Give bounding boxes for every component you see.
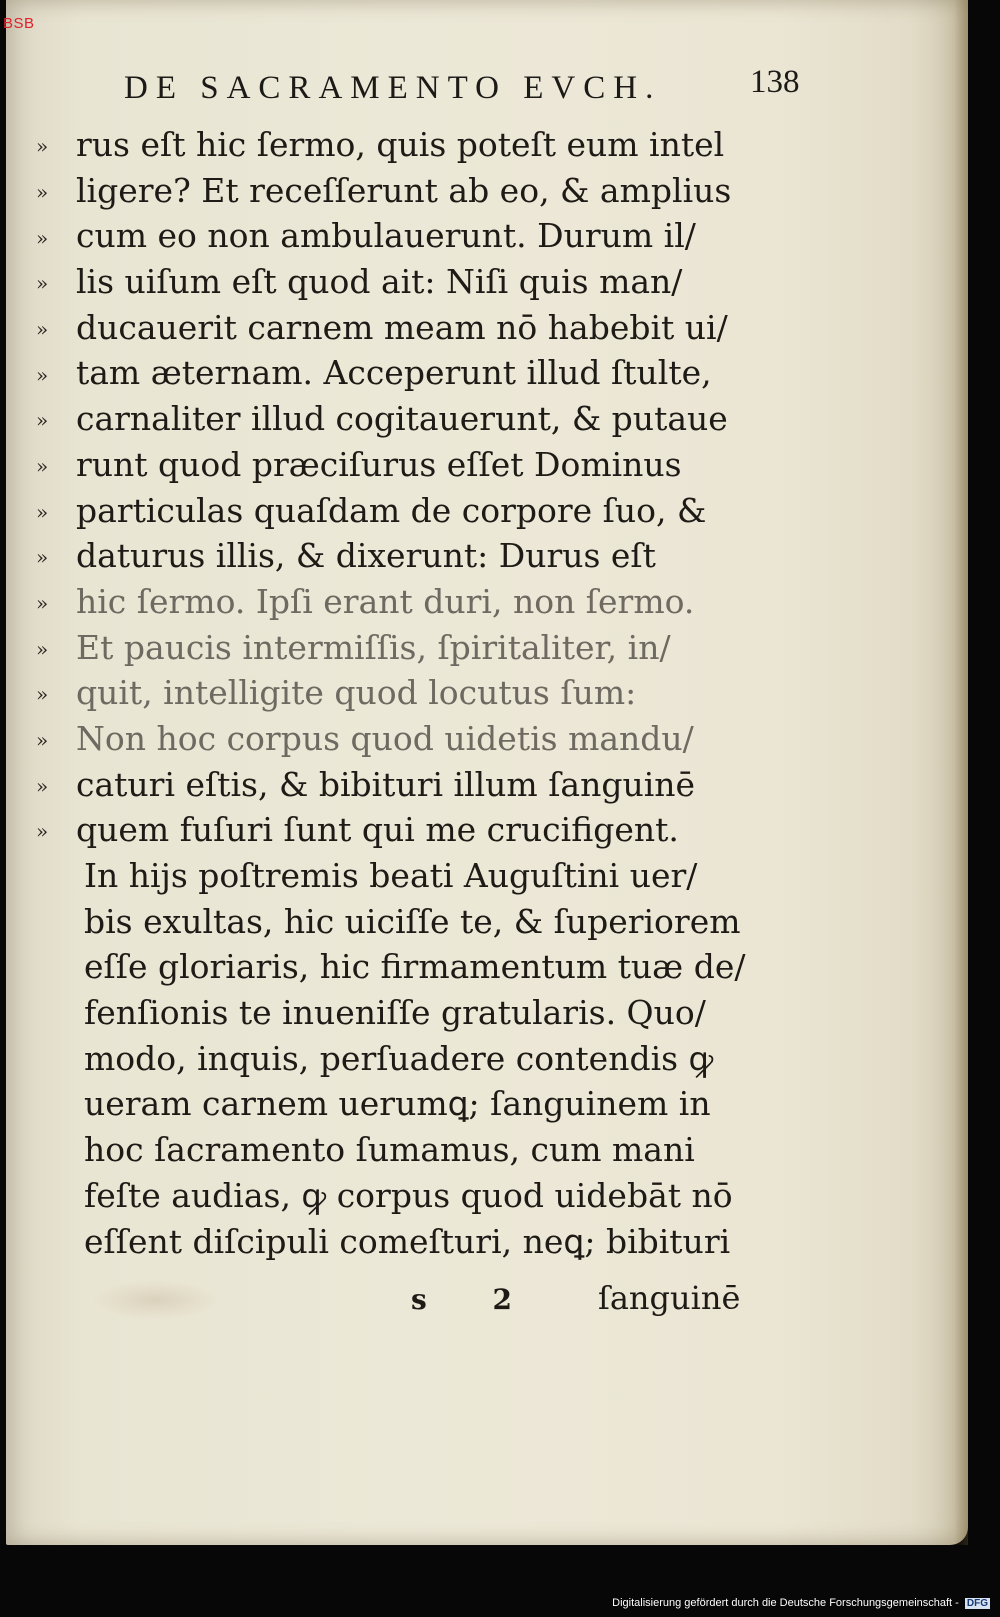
text-line-content: bis exultas, hic uiciſſe te, & ſuperiorem [84, 901, 741, 941]
dfg-logo: DFG [966, 1598, 988, 1609]
quotation-marker: » [36, 134, 49, 159]
text-line-content: eſſe gloriaris, hic firmamentum tuæ de/ [84, 947, 746, 987]
text-line [36, 716, 776, 762]
book-page [6, 0, 968, 1545]
text-line [36, 259, 776, 305]
quotation-marker: » [36, 591, 49, 616]
quotation-marker: » [36, 179, 49, 204]
quotation-marker: » [36, 728, 49, 753]
text-line-content: fenſionis te inueniſſe gratularis. Quo/ [84, 993, 706, 1033]
running-header: DE SACRAMENTO EVCH. [124, 70, 662, 106]
quotation-marker: » [36, 682, 49, 707]
text-line-content: lis uiſum eſt quod ait: Niſi quis man/ [76, 262, 683, 302]
quotation-marker: » [36, 408, 49, 433]
text-line [36, 670, 776, 716]
text-line-content: ueram carnem uerumꝗ; ſanguinem in [84, 1084, 711, 1124]
text-line [36, 350, 776, 396]
text-line [36, 944, 776, 990]
text-line-content: ducauerit carnem meam nō habebit ui/ [76, 307, 728, 347]
quotation-marker: » [36, 362, 49, 387]
text-line [36, 122, 776, 168]
text-line [36, 990, 776, 1036]
text-line [36, 305, 776, 351]
text-line [36, 442, 776, 488]
text-line [36, 1219, 776, 1265]
digitization-credit [612, 1597, 990, 1609]
text-line [36, 853, 776, 899]
signature-mark: s 2 [411, 1283, 540, 1316]
text-line-content: modo, inquis, perſuadere contendis ꝙ [84, 1038, 714, 1078]
quotation-marker: » [36, 773, 49, 798]
page-footer [6, 1279, 806, 1331]
text-line [36, 1036, 776, 1082]
quotation-marker: » [36, 819, 49, 844]
text-line-content: hoc ſacramento ſumamus, cum mani [84, 1130, 695, 1170]
text-line [36, 396, 776, 442]
catchword: ſanguinē [598, 1279, 741, 1317]
text-line-content: Et paucis intermiſſis, ſpiritaliter, in/ [76, 627, 671, 667]
text-line-content: quem fuſuri ſunt qui me crucifigent. [76, 810, 679, 850]
text-line [36, 579, 776, 625]
text-line [36, 807, 776, 853]
text-line [36, 213, 776, 259]
text-line [36, 625, 776, 671]
quotation-marker: » [36, 225, 49, 250]
credit-text: Digitalisierung gefördert durch die Deutsche Forschungsgemeinschaft - [612, 1597, 959, 1609]
text-line [36, 1173, 776, 1219]
text-line-content: ligere? Et receſſerunt ab eo, & amplius [76, 170, 732, 210]
text-line-content: tam æternam. Acceperunt illud ſtulte, [76, 353, 712, 393]
text-line-content: feſte audias, ꝙ corpus quod uidebāt nō [84, 1175, 733, 1215]
text-line [36, 1127, 776, 1173]
text-line [36, 899, 776, 945]
text-line-content: quit, intelligite quod locutus ſum: [76, 673, 637, 713]
text-line-content: hic ſermo. Ipſi erant duri, non ſermo. [76, 581, 695, 621]
quotation-marker: » [36, 499, 49, 524]
text-line-content: cum eo non ambulauerunt. Durum il/ [76, 216, 696, 256]
quotation-marker: » [36, 453, 49, 478]
text-line-content: particulas quaſdam de corpore ſuo, & [76, 490, 707, 530]
text-line [36, 488, 776, 534]
body-text [36, 122, 776, 1264]
page-number: 138 [750, 64, 800, 100]
text-line-content: caturi eſtis, & bibituri illum ſanguinē [76, 764, 696, 804]
text-line-content: Non hoc corpus quod uidetis mandu/ [76, 718, 694, 758]
text-line-content: eſſent diſcipuli comeſturi, neꝗ; bibituri [84, 1221, 731, 1261]
text-line-content: rus eſt hic ſermo, quis poteſt eum intel [76, 125, 725, 164]
quotation-marker: » [36, 636, 49, 661]
text-line-content: In hijs poſtremis beati Auguſtini uer/ [84, 856, 698, 895]
text-line [36, 1081, 776, 1127]
text-line-content: runt quod præciſurus eſſet Dominus [76, 444, 682, 484]
text-line [36, 533, 776, 579]
bsb-watermark: BSB [3, 15, 35, 32]
quotation-marker: » [36, 271, 49, 296]
text-line [36, 762, 776, 808]
quotation-marker: » [36, 316, 49, 341]
text-line-content: carnaliter illud cogitauerunt, & putaue [76, 399, 728, 439]
page-edge-shadow [954, 0, 968, 1545]
quotation-marker: » [36, 545, 49, 570]
text-line [36, 168, 776, 214]
text-line-content: daturus illis, & dixerunt: Durus eſt [76, 536, 656, 576]
